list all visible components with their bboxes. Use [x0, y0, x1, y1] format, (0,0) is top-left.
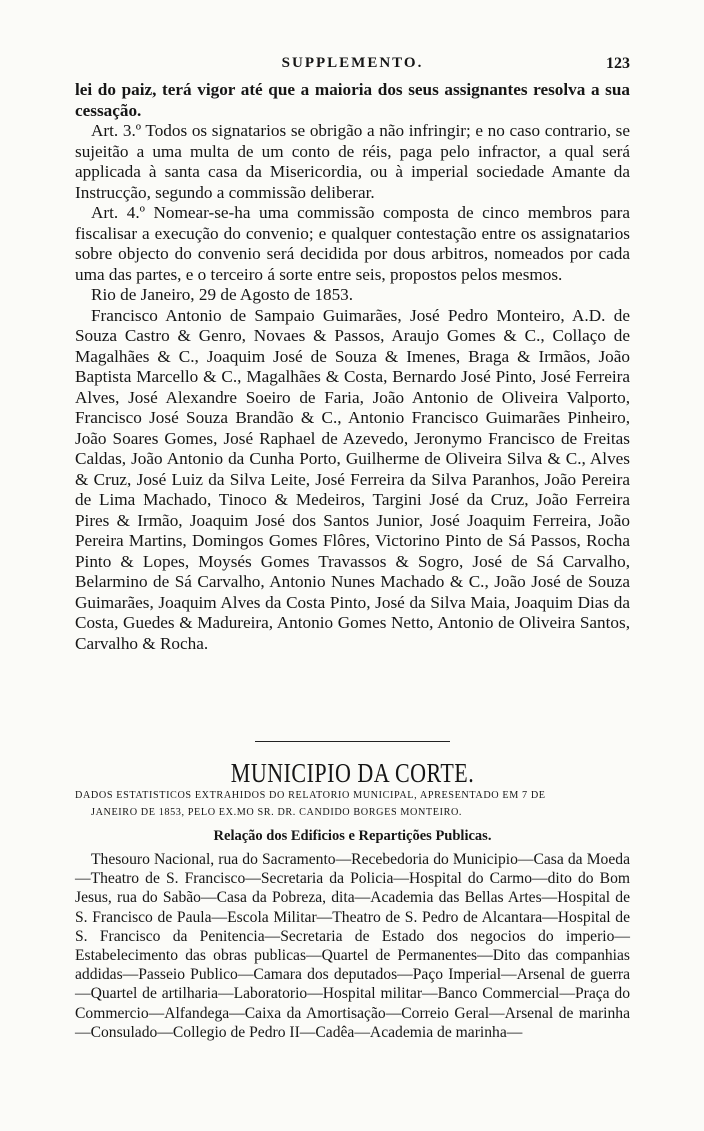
running-header	[75, 55, 630, 79]
main-text	[75, 80, 630, 654]
article-3: Art. 3.º Todos os signatarios se obrigão a não infringir; e no caso contrario, se sujeitão a uma multa de um conto de réis, paga pelo infractor, a qual será applicada à santa casa da Misericordia, ou à imperial sociedade Amante da Instrucção, segundo a commissão deliberar.	[75, 121, 630, 202]
article-4: Art. 4.º Nomear-se-ha uma commissão composta de cinco membros para fiscalisar a execução do convenio; e qualquer contestação entre os assignatarios sobre objecto do convenio será decidida por dous arbitros, nomeados por cada uma das partes, e o terceiro á sorte entre seis, propostos pelos mesmos.	[75, 203, 630, 284]
subtitle-line-1: DADOS ESTATISTICOS EXTRAHIDOS DO RELATORIO MUNICIPAL, APRESENTADO EM 7 DE	[75, 790, 546, 801]
section-title: MUNICIPIO DA CORTE.	[230, 757, 475, 789]
date-line: Rio de Janeiro, 29 de Agosto de 1853.	[91, 285, 354, 304]
page-number: 123	[606, 55, 630, 72]
signatories-list: Francisco Antonio de Sampaio Guimarães, José Pedro Monteiro, A.D. de Souza Castro & Genro, Novaes & Passos, Araujo Gomes & C., Collaço de Magalhães & C., Joaquim José de Souza & Imenes, Braga & Irmãos, João Baptista Marcello & C., Magalhães & Costa, Bernardo José Pinto, José Ferreira Alves, José Alexandre Soeiro de Faria, João Antonio de Oliveira Valporto, Francisco José Souza Brandão & C., Antonio Francisco Guimarães Pinheiro, João Soares Gomes, José Raphael de Azevedo, Jeronymo Francisco de Freitas Caldas, João Antonio da Cunha Porto, Guilherme de Oliveira Silva & C., Alves & Cruz, José Luiz da Silva Leite, José Ferreira da Silva Paranhos, João Pereira de Lima Machado, Tinoco & Medeiros, Targini José da Cruz, João Ferreira Pires & Irmão, Joaquim José dos Santos Junior, José Joaquim Ferreira, João Pereira Martins, Domingos Gomes Flôres, Victorino Pinto de Sá Passos, Rocha Pinto & Lopes, Moysés Gomes Travassos & Sogro, José de Sá Carvalho, Belarmino de Sá Carvalho, Antonio Nunes Machado & C., João José de Souza Guimarães, Joaquim Alves da Costa Pinto, José da Silva Maia, Joaquim Dias da Costa, Guedes & Madureira, Antonio Gomes Netto, Antonio de Oliveira Santos, Carvalho & Rocha.	[75, 305, 630, 653]
section-subtitle	[75, 787, 630, 821]
paragraph-continuation: lei do paiz, terá vigor até que a maioria dos seus assignantes resolva a sua cessação.	[75, 80, 630, 120]
subtitle-line-2: JANEIRO DE 1853, PELO EX.MO SR. DR. CANDIDO BORGES MONTEIRO.	[91, 807, 463, 818]
relation-heading: Relação dos Edificios e Repartições Publicas.	[213, 828, 492, 844]
header-title: SUPPLEMENTO.	[281, 55, 424, 71]
section-divider	[255, 741, 450, 742]
relation-text: Thesouro Nacional, rua do Sacramento—Recebedoria do Municipio—Casa da Moeda—Theatro de S. Francisco—Secretaria da Policia—Hospital do Carmo—dito do Bom Jesus, rua do Sabão—Casa da Pobreza, dita—Academia das Bellas Artes—Hospital de S. Francisco de Paula—Escola Militar—Theatro de S. Pedro de Alcantara—Hospital de S. Francisco da Penitencia—Secretaria de Estado dos negocios do imperio—Estabelecimento das obras publicas—Quartel de Permanentes—Dito das companhias addidas—Passeio Publico—Camara dos deputados—Paço Imperial—Arsenal de guerra—Quartel de artilharia—Laboratorio—Hospital militar—Banco Commercial—Praça do Commercio—Alfandega—Caixa da Amortisação—Correio Geral—Arsenal de marinha—Consulado—Collegio de Pedro II—Cadêa—Academia de marinha—	[75, 851, 630, 1041]
